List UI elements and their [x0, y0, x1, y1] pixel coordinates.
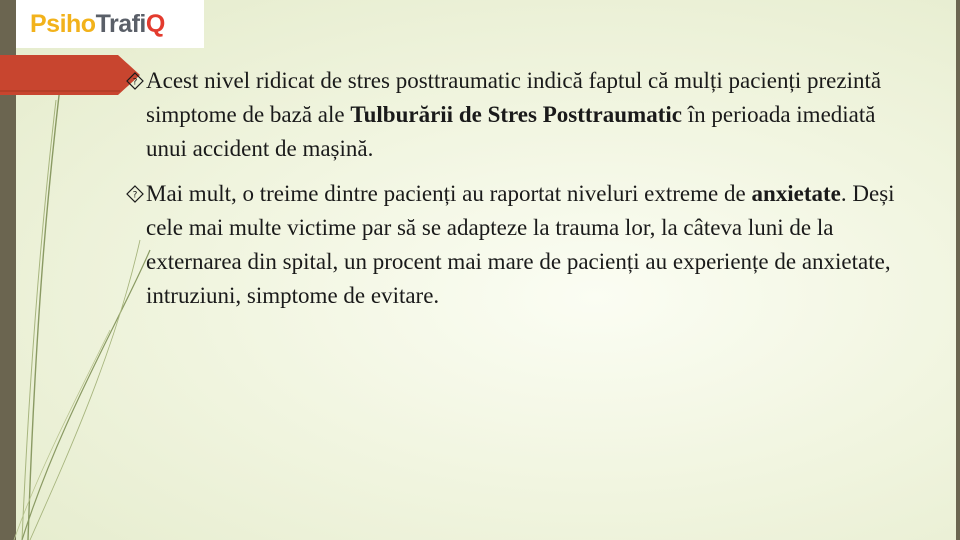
svg-text:?: ?: [132, 77, 138, 88]
logo-part-q: Q: [145, 10, 165, 38]
bullet-text: Mai mult, o treime dintre pacienți au raportat niveluri extreme de: [146, 181, 752, 206]
psihotrafiq-logo: [16, 0, 204, 48]
bold-term: Tulburării de Stres Posttraumatic: [350, 102, 682, 127]
bullet-text: . Deși cele mai multe victime par să se adapteze la trauma lor, la câteva luni de la externarea din spital, un procent mai mare de pacienți au experiențe de anxietate, intruziuni, simptome de evitare.: [146, 181, 895, 308]
logo-part-trafi: Trafi: [95, 10, 146, 38]
logo-part-psiho: Psiho: [30, 10, 96, 38]
bullet-text: Acest nivel ridicat de stres posttraumatic indică faptul că mulți pacienți prezintă simptome de bază ale: [146, 68, 882, 127]
logo-text: [30, 8, 165, 40]
bold-term: anxietate: [751, 181, 841, 206]
bullet-paragraph: [108, 64, 908, 166]
bullet-text: în perioada imediată unui accident de mașină.: [146, 102, 876, 161]
bullet-paragraph: [108, 177, 908, 313]
svg-text:?: ?: [132, 190, 138, 201]
bullet-list: [108, 64, 908, 324]
diamond-bullet-icon: [126, 185, 144, 203]
right-frame-bar: [956, 0, 960, 540]
diamond-bullet-icon: [126, 72, 144, 90]
